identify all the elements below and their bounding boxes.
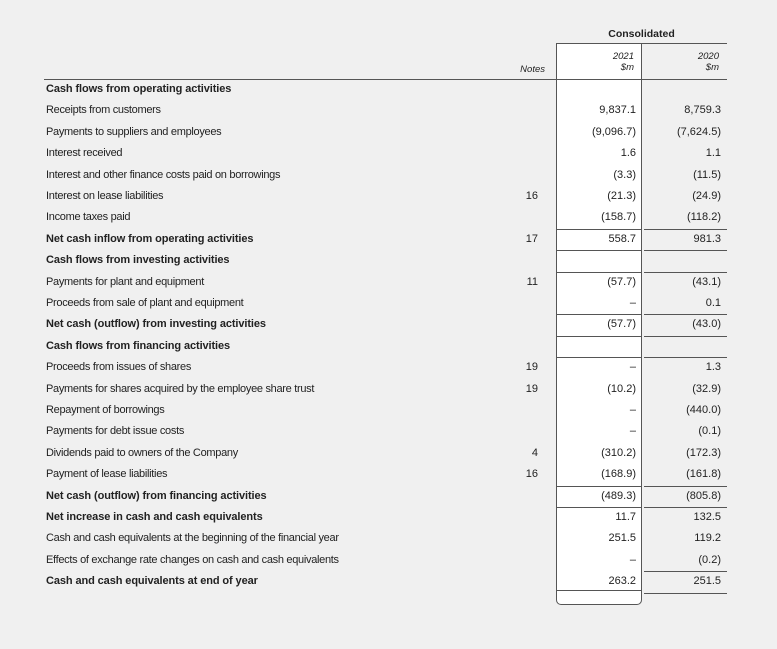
value-2020: 0.1 bbox=[705, 297, 721, 309]
value-2021: (168.9) bbox=[601, 468, 636, 481]
table-row bbox=[0, 100, 777, 120]
subtotal-rule bbox=[644, 250, 727, 251]
subtotal-rule bbox=[644, 314, 727, 315]
row-label: Cash flows from investing activities bbox=[46, 254, 230, 267]
subtotal-rule bbox=[556, 229, 642, 230]
row-label: Net cash inflow from operating activities bbox=[46, 232, 254, 245]
row-note: 16 bbox=[525, 468, 538, 481]
subtotal-rule bbox=[556, 314, 642, 315]
row-label: Interest and other finance costs paid on borrowings bbox=[46, 168, 281, 181]
value-2021: (21.3) bbox=[607, 190, 636, 202]
row-note: 19 bbox=[525, 382, 538, 395]
value-2021: 11.7 bbox=[615, 511, 636, 523]
row-note: 19 bbox=[525, 361, 538, 374]
value-2020: (7,624.5) bbox=[676, 125, 721, 138]
value-2020: 119.2 bbox=[694, 532, 721, 545]
row-label: Effects of exchange rate changes on cash and cash equivalents bbox=[46, 553, 339, 566]
row-label: Dividends paid to owners of the Company bbox=[46, 446, 238, 459]
table-row bbox=[0, 379, 777, 399]
subtotal-rule bbox=[644, 272, 727, 273]
subtotal-rule bbox=[556, 272, 642, 273]
row-label: Interest received bbox=[46, 147, 123, 160]
table-row bbox=[0, 293, 777, 313]
table-row bbox=[0, 571, 777, 591]
table-row bbox=[0, 400, 777, 420]
row-label: Net cash (outflow) from investing activities bbox=[46, 318, 266, 331]
value-2020: (11.5) bbox=[693, 168, 721, 181]
table-row bbox=[0, 165, 777, 185]
value-2021: (489.3) bbox=[601, 489, 636, 502]
value-2021: (57.7) bbox=[607, 318, 636, 331]
column-2020-year: 2020 bbox=[697, 51, 719, 62]
value-2020: (43.1) bbox=[692, 275, 721, 288]
column-header-2021 bbox=[556, 51, 634, 73]
value-2020: (32.9) bbox=[692, 382, 721, 395]
value-2020: 8,759.3 bbox=[684, 104, 721, 117]
row-label: Interest on lease liabilities bbox=[46, 190, 164, 202]
subtotal-rule bbox=[556, 486, 642, 487]
table-row bbox=[0, 421, 777, 441]
value-2020: (43.0) bbox=[692, 318, 721, 331]
value-2020: (161.8) bbox=[686, 468, 721, 481]
row-label: Payments for shares acquired by the employee share trust bbox=[46, 382, 315, 395]
table-row bbox=[0, 143, 777, 163]
value-2021: (310.2) bbox=[601, 446, 636, 459]
value-2020: 251.5 bbox=[693, 575, 721, 588]
column-2021-unit: $m bbox=[620, 62, 634, 73]
value-2020: 132.5 bbox=[693, 511, 721, 523]
value-2020: 1.1 bbox=[705, 147, 721, 160]
row-label: Payments to suppliers and employees bbox=[46, 125, 222, 138]
value-2021: (10.2) bbox=[607, 382, 636, 395]
table-row bbox=[0, 507, 777, 527]
table-row bbox=[0, 464, 777, 484]
table-row bbox=[0, 250, 777, 270]
row-label: Cash and cash equivalents at the beginning of the financial year bbox=[46, 532, 339, 545]
value-2021: (9,096.7) bbox=[591, 125, 636, 138]
value-2020: (0.2) bbox=[698, 553, 721, 566]
row-label: Net increase in cash and cash equivalents bbox=[46, 511, 263, 523]
table-row bbox=[0, 186, 777, 206]
column-2021-year: 2021 bbox=[612, 51, 634, 62]
value-2021: 263.2 bbox=[608, 575, 636, 588]
subtotal-rule bbox=[644, 229, 727, 230]
value-2021: 558.7 bbox=[608, 232, 636, 245]
row-label: Cash and cash equivalents at end of year bbox=[46, 575, 258, 588]
row-label: Receipts from customers bbox=[46, 104, 161, 117]
row-label: Proceeds from sale of plant and equipment bbox=[46, 297, 244, 309]
subtotal-rule bbox=[556, 250, 642, 251]
value-2020: 981.3 bbox=[693, 232, 721, 245]
value-2021: (3.3) bbox=[613, 168, 636, 181]
table-row bbox=[0, 272, 777, 292]
row-note: 11 bbox=[526, 275, 538, 288]
subtotal-rule bbox=[556, 357, 642, 358]
table-row bbox=[0, 443, 777, 463]
value-2021: (57.7) bbox=[607, 275, 636, 288]
row-label: Repayment of borrowings bbox=[46, 404, 165, 416]
value-2020: (118.2) bbox=[686, 211, 721, 224]
value-2020: (0.1) bbox=[698, 425, 721, 438]
value-2021: – bbox=[629, 425, 636, 438]
value-2020: 1.3 bbox=[705, 361, 721, 374]
subtotal-rule bbox=[644, 507, 727, 508]
table-row bbox=[0, 550, 777, 570]
value-2021: – bbox=[629, 553, 636, 566]
column-2020-unit: $m bbox=[705, 62, 719, 73]
table-row bbox=[0, 79, 777, 99]
subtotal-rule bbox=[644, 486, 727, 487]
table-row bbox=[0, 486, 777, 506]
value-2020: (440.0) bbox=[686, 404, 721, 416]
row-label: Net cash (outflow) from financing activities bbox=[46, 489, 267, 502]
table-row bbox=[0, 122, 777, 142]
value-2021: – bbox=[629, 297, 636, 309]
row-label: Income taxes paid bbox=[46, 211, 131, 224]
row-note: 4 bbox=[531, 446, 538, 459]
subtotal-rule bbox=[556, 507, 642, 508]
row-note: 17 bbox=[525, 232, 538, 245]
notes-column-header: Notes bbox=[520, 64, 545, 75]
subtotal-rule bbox=[556, 336, 642, 337]
subtotal-rule bbox=[644, 357, 727, 358]
consolidated-heading: Consolidated bbox=[608, 28, 675, 40]
row-label: Proceeds from issues of shares bbox=[46, 361, 192, 374]
table-row bbox=[0, 528, 777, 548]
value-2021: (158.7) bbox=[601, 211, 636, 224]
row-label: Cash flows from operating activities bbox=[46, 83, 232, 95]
value-2020: (172.3) bbox=[686, 446, 721, 459]
row-label: Cash flows from financing activities bbox=[46, 339, 231, 352]
table-row bbox=[0, 336, 777, 356]
table-row bbox=[0, 357, 777, 377]
value-2021: 251.5 bbox=[608, 532, 636, 545]
value-2020: (24.9) bbox=[692, 190, 721, 202]
value-2021: – bbox=[629, 361, 636, 374]
total-rule bbox=[644, 571, 727, 572]
row-label: Payments for debt issue costs bbox=[46, 425, 185, 438]
table-row bbox=[0, 207, 777, 227]
subtotal-rule bbox=[644, 336, 727, 337]
total-rule bbox=[644, 593, 727, 594]
value-2021: 9,837.1 bbox=[599, 104, 636, 117]
row-note: 16 bbox=[525, 190, 538, 202]
row-label: Payment of lease liabilities bbox=[46, 468, 168, 481]
value-2020: (805.8) bbox=[686, 489, 721, 502]
value-2021: 1.6 bbox=[620, 147, 636, 160]
row-label: Payments for plant and equipment bbox=[46, 275, 204, 288]
table-row bbox=[0, 314, 777, 334]
value-2021: – bbox=[629, 404, 636, 416]
column-header-2020 bbox=[644, 51, 719, 73]
table-row bbox=[0, 229, 777, 249]
